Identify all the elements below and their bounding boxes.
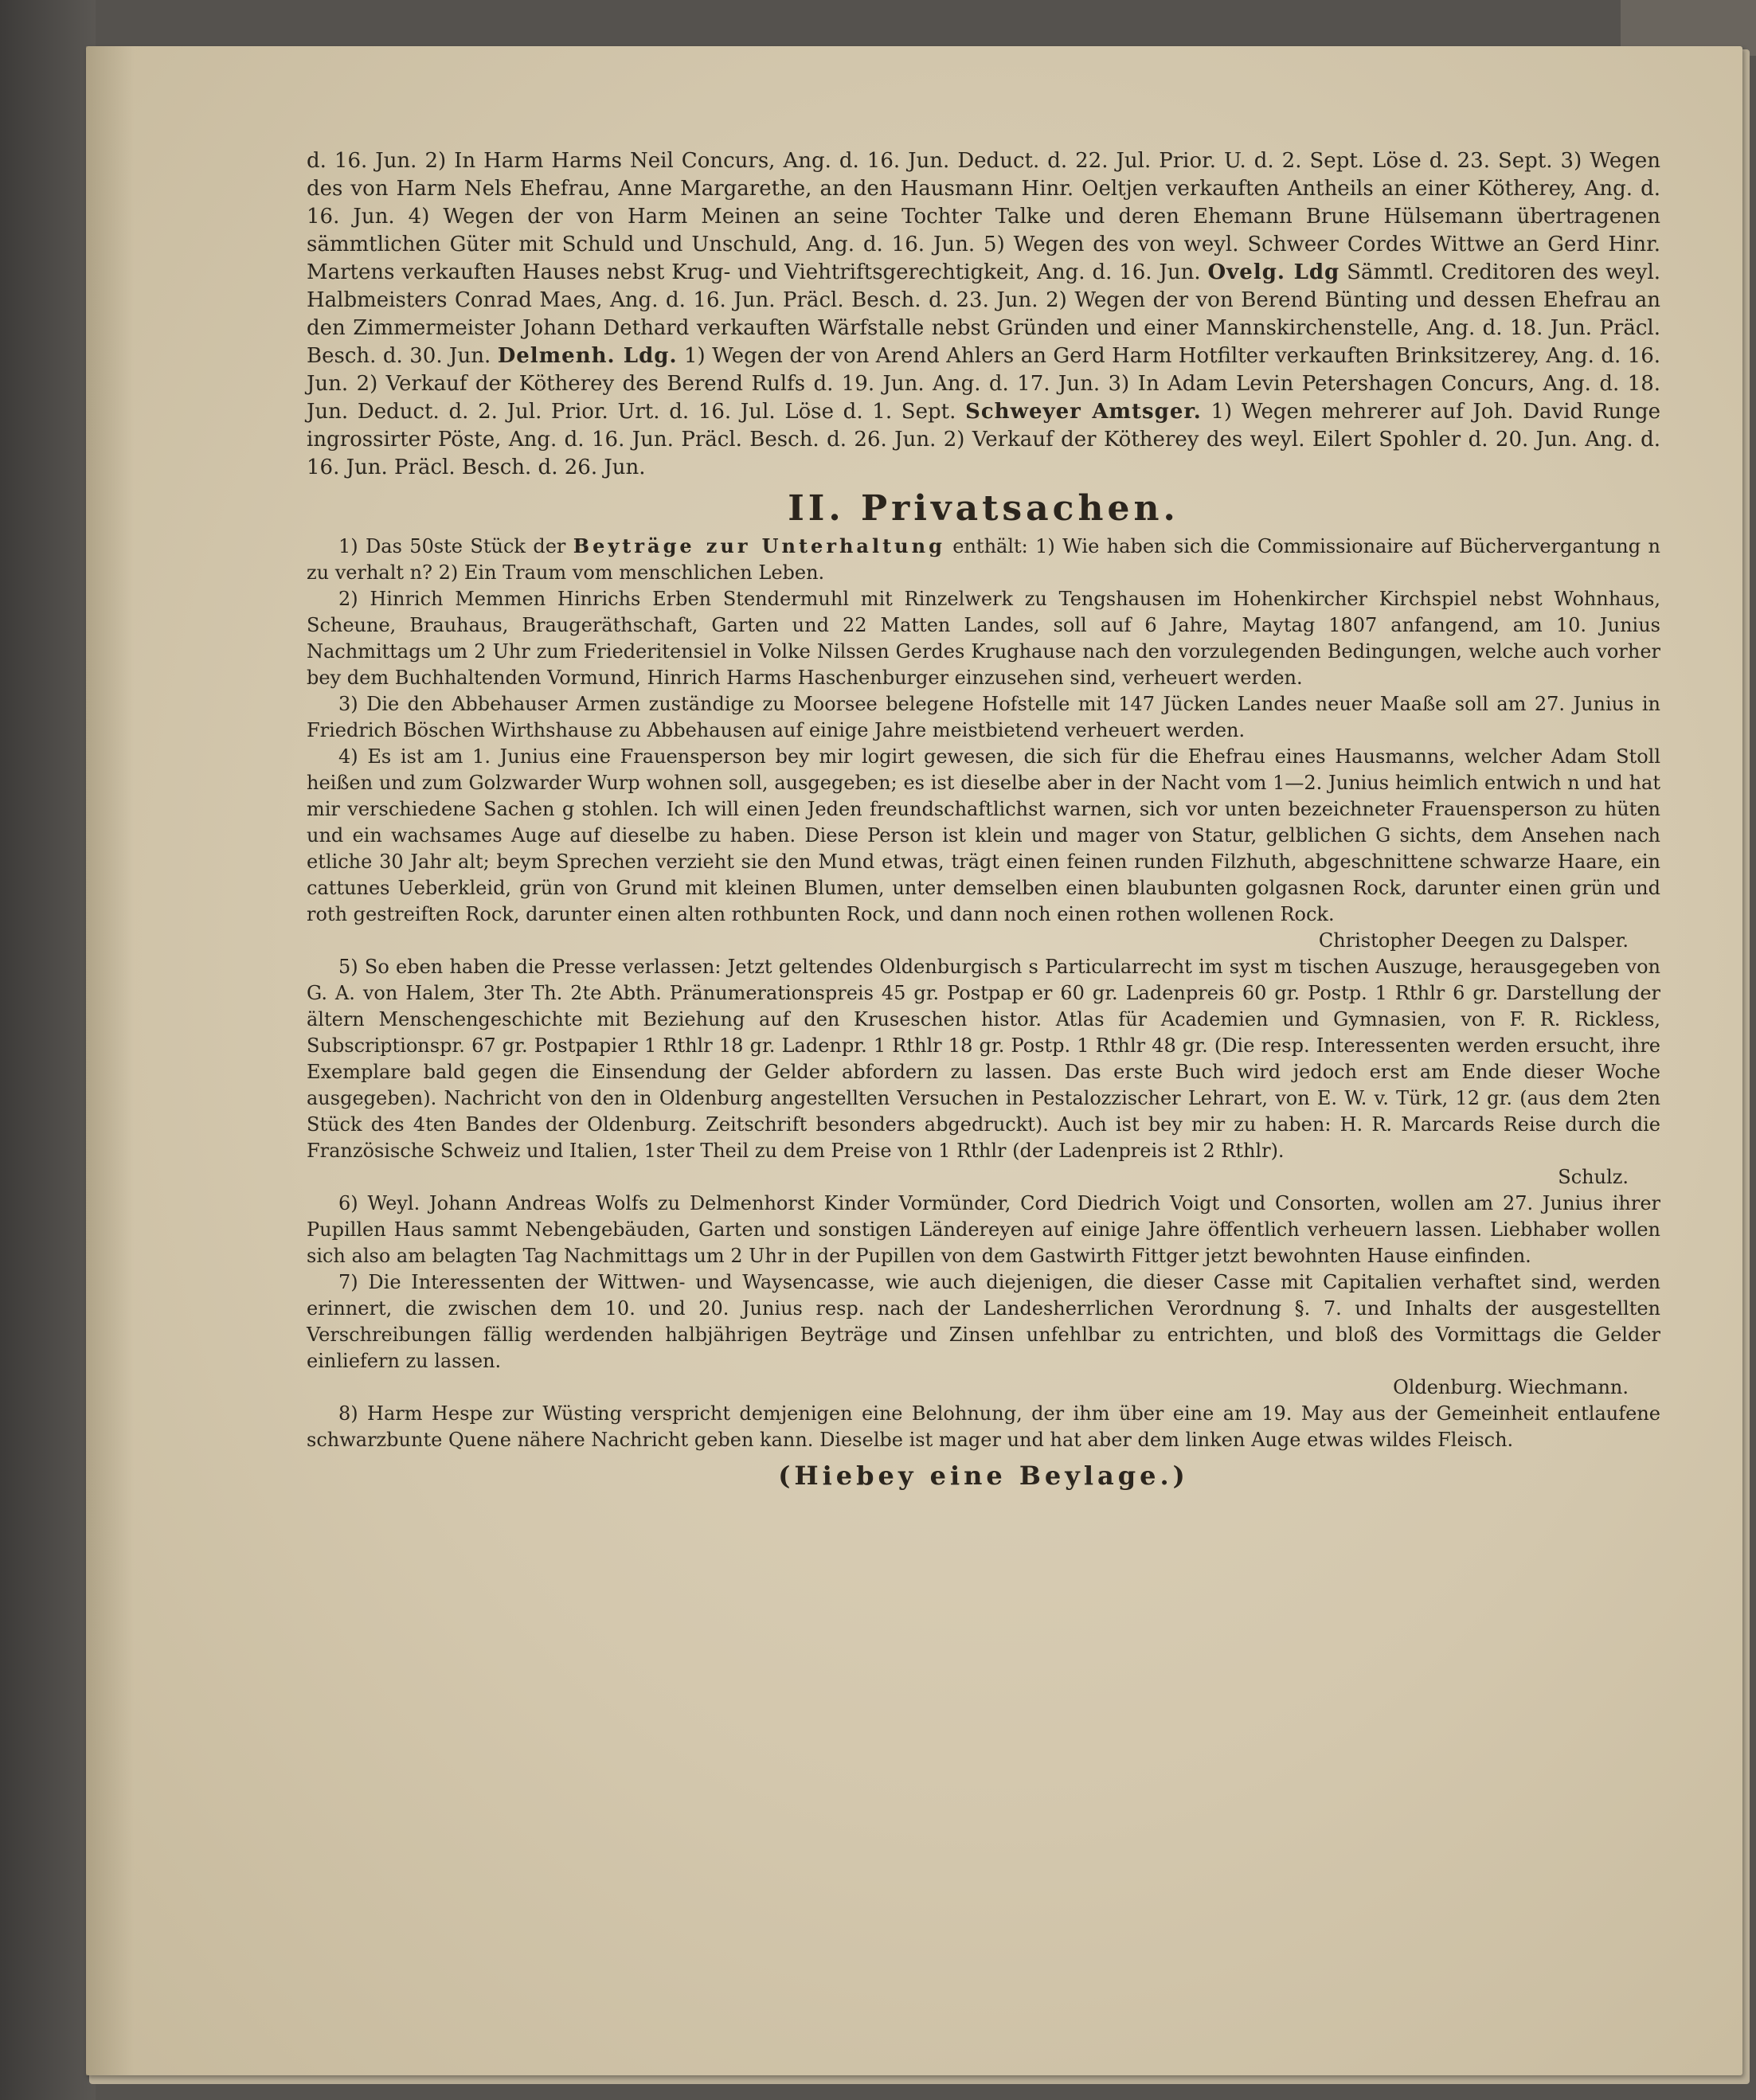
page-text-block — [307, 147, 1660, 1492]
court-place-ovelgoenne: Ovelg. Ldg — [1207, 260, 1340, 284]
page-binding-shadow — [86, 46, 134, 2075]
notice-item-6 — [307, 1191, 1660, 1269]
notice-item-1 — [307, 533, 1660, 586]
notice-segment-3: 1) Wegen der von Arend Ahlers an Gerd Harm Hotfilter verkauften Brinksitzerey, Ang. d. 16. Jun. 2) Verkauf der Kötherey des Berend Rulfs d. 19. Jun. Ang. d. 17. Jun. 3) In Adam Levin Petershagen Concurs, Ang. d. 18. Jun. Deduct. d. 2. Jul. Prior. Urt. d. 16. Jul. Löse d. 1. Sept. — [307, 344, 1661, 424]
scan-backdrop-left — [0, 0, 96, 2100]
item-5-text: 5) So eben haben die Presse verlassen: Jetzt geltendes Oldenburgisch s Particularrecht im syst m tischen Auszuge, herausgegeben von G. A. von Halem, 3ter Th. 2te Abth. Pränumerationspreis 45 gr. Postpap er 60 gr. Ladenpreis 60 gr. Postp. 1 Rthlr 6 gr. Darstellung der ältern Menschengeschichte mit Beziehung auf den Kruseschen histor. Atlas für Academien und Gymnasien, von F. R. Rickless, Subscriptionspr. 67 gr. Postpapier 1 Rthlr 18 gr. Ladenpr. 1 Rthlr 18 gr. Postp. 1 Rthlr 48 gr. (Die resp. Interessenten werden ersucht, ihre Exemplare bald gegen die Einsendung der Gelder abfordern zu lassen. Das erste Buch wird jedoch erst am Ende dieser Woche ausgegeben). Nachricht von den in Oldenburg angestellten Versuchen in Pestalozzischer Lehrart, von E. W. v. Türk, 12 gr. (aus dem 2ten Stück des 4ten Bandes der Oldenburg. Zeitschrift besonders abgedruckt). Auch ist bey mir zu haben: H. R. Marcards Reise durch die Französische Schweiz und Italien, 1ster Theil zu dem Preise von 1 Rthlr (der Ladenpreis ist 2 Rthlr). — [307, 956, 1660, 1162]
item-3-text: 3) Die den Abbehauser Armen zuständige zu Moorsee belegene Hofstelle mit 147 Jücken Landes neuer Maaße soll am 27. Junius in Friedrich Böschen Wirthshause zu Abbehausen auf einige Jahre meistbietend verheuert werden. — [307, 693, 1660, 741]
notice-segment-2: Sämmtl. Creditoren des weyl. Halbmeisters Conrad Maes, Ang. d. 16. Jun. Präcl. Besch. d. 23. Jun. 2) Wegen der von Berend Bünting und dessen Ehefrau an den Zimmermeister Johann Dethard verkauften Wärfstalle nebst Gründen und einer Mannskirchenstelle, Ang. d. 18. Jun. Präcl. Besch. d. 30. Jun. — [307, 260, 1661, 368]
item-4-signature: Christopher Deegen zu Dalsper. — [1318, 929, 1629, 952]
item-1-text-b: enthält: 1) Wie haben sich die Commissionaire auf Büchervergantung n zu verhalt n? 2) Ein Traum vom menschlichen Leben. — [307, 535, 1660, 584]
item-5-signature: Schulz. — [1558, 1166, 1629, 1188]
notice-segment-1: d. 16. Jun. 2) In Harm Harms Neil Concurs, Ang. d. 16. Jun. Deduct. d. 22. Jul. Prior. U. d. 2. Sept. Löse d. 23. Sept. 3) Wegen des von Harm Nels Ehefrau, Anne Margarethe, an den Hausmann Hinr. Oeltjen verkauften Antheils an einer Kötherey, Ang. d. 16. Jun. 4) Wegen der von Harm Meinen an seine Tochter Talke und deren Ehemann Brune Hülsemann übertragenen sämmtlichen Güter mit Schuld und Unschuld, Ang. d. 16. Jun. 5) Wegen des von weyl. Schweer Cordes Wittwe an Gerd Hinr. Martens verkauften Hauses nebst Krug- und Viehtriftsgerechtigkeit, Ang. d. 16. Jun. — [307, 149, 1660, 284]
notice-item-2 — [307, 586, 1660, 691]
item-7-signature: Oldenburg. Wiechmann. — [1393, 1376, 1629, 1398]
item-4-text: 4) Es ist am 1. Junius eine Frauensperson bey mir logirt gewesen, die sich für die Ehefrau eines Hausmanns, welcher Adam Stoll heißen und zum Golzwarder Wurp wohnen soll, ausgegeben; es ist dieselbe aber in der Nacht vom 1—2. Junius heimlich entwich n und hat mir verschiedene Sachen g stohlen. Ich will einen Jeden freundschaftlichst warnen, sich vor unten bezeichneter Frauensperson zu hüten und ein wachsames Auge auf dieselbe zu haben. Diese Person ist klein und mager von Statur, gelblichen G sichts, dem Ansehen nach etliche 30 Jahr alt; beym Sprechen verzieht sie den Mund etwas, trägt einen feinen runden Filzhuth, abgeschnittene schwarze Haare, ein cattunes Ueberkleid, grün von Grund mit kleinen Blumen, unter demselben einen blaubunten golgasnen Rock, darunter einen grün und roth gestreiften Rock, darunter einen alten rothbunten Rock, und dann noch einen rothen wollenen Rock. — [307, 745, 1660, 925]
item-7-text: 7) Die Interessenten der Wittwen- und Waysencasse, wie auch diejenigen, die dieser Casse mit Capitalien verhaftet sind, werden erinnert, die zwischen dem 10. und 20. Junius resp. nach der Landesherrlichen Verordnung §. 7. und Inhalts der ausgestellten Verschreibungen fällig werdenden halbjährigen Beyträge und Zinsen unfehlbar zu entrichten, und bloß des Vormittags die Gelder einliefern zu lassen. — [307, 1271, 1660, 1372]
section-heading: II. Privatsachen. — [788, 488, 1179, 529]
item-2-text: 2) Hinrich Memmen Hinrichs Erben Stendermuhl mit Rinzelwerk zu Tengshausen im Hohenkircher Kirchspiel nebst Wohnhaus, Scheune, Brauhaus, Braugeräthschaft, Garten und 22 Matten Landes, soll auf 6 Jahre, Maytag 1807 anfangend, am 10. Junius Nachmittags um 2 Uhr zum Friederitensiel in Volke Nilssen Gerdes Krughause nach den vorzulegenden Bedingungen, welche auch vorher bey dem Buchhaltenden Vormund, Hinrich Harms Haschenburger einzusehen sind, verheuert werden. — [307, 588, 1660, 689]
notice-item-8 — [307, 1401, 1660, 1453]
notice-segment-4: 1) Wegen mehrerer auf Joh. David Runge ingrossirter Pöste, Ang. d. 16. Jun. Präcl. Besch. d. 26. Jun. 2) Verkauf der Kötherey des weyl. Eilert Spohler d. 20. Jun. Ang. d. 16. Jun. Präcl. Besch. d. 26. Jun. — [307, 400, 1661, 479]
court-place-delmenhorst: Delmenh. Ldg. — [497, 344, 678, 368]
item-1-text-a: 1) Das 50ste Stück der — [338, 535, 566, 557]
court-place-schwey: Schweyer Amtsger. — [965, 400, 1202, 424]
notice-item-4 — [307, 744, 1660, 954]
supplement-note: (Hiebey eine Beylage.) — [778, 1461, 1189, 1491]
item-8-text: 8) Harm Hespe zur Wüsting verspricht demjenigen eine Belohnung, der ihm über eine am 19. May aus der Gemeinheit entlaufene schwarzbunte Quene nähere Nachricht geben kann. Dieselbe ist mager und hat aber dem linken Auge etwas wildes Fleisch. — [307, 1402, 1660, 1451]
notice-item-3 — [307, 691, 1660, 744]
notice-item-7 — [307, 1269, 1660, 1401]
court-notices-paragraph — [307, 147, 1660, 482]
notice-item-5 — [307, 954, 1660, 1191]
item-1-periodical-title: Beyträge zur Unterhaltung — [573, 534, 945, 557]
item-6-text: 6) Weyl. Johann Andreas Wolfs zu Delmenhorst Kinder Vormünder, Cord Diedrich Voigt und Consorten, wollen am 27. Junius ihrer Pupillen Haus sammt Nebengebäuden, Garten und sonstigen Ländereyen auf einige Jahre öffentlich verheuern lassen. Liebhaber wollen sich also am belagten Tag Nachmittags um 2 Uhr in der Pupillen von dem Gastwirth Fittger jetzt bewohnten Hause einfinden. — [307, 1192, 1660, 1267]
